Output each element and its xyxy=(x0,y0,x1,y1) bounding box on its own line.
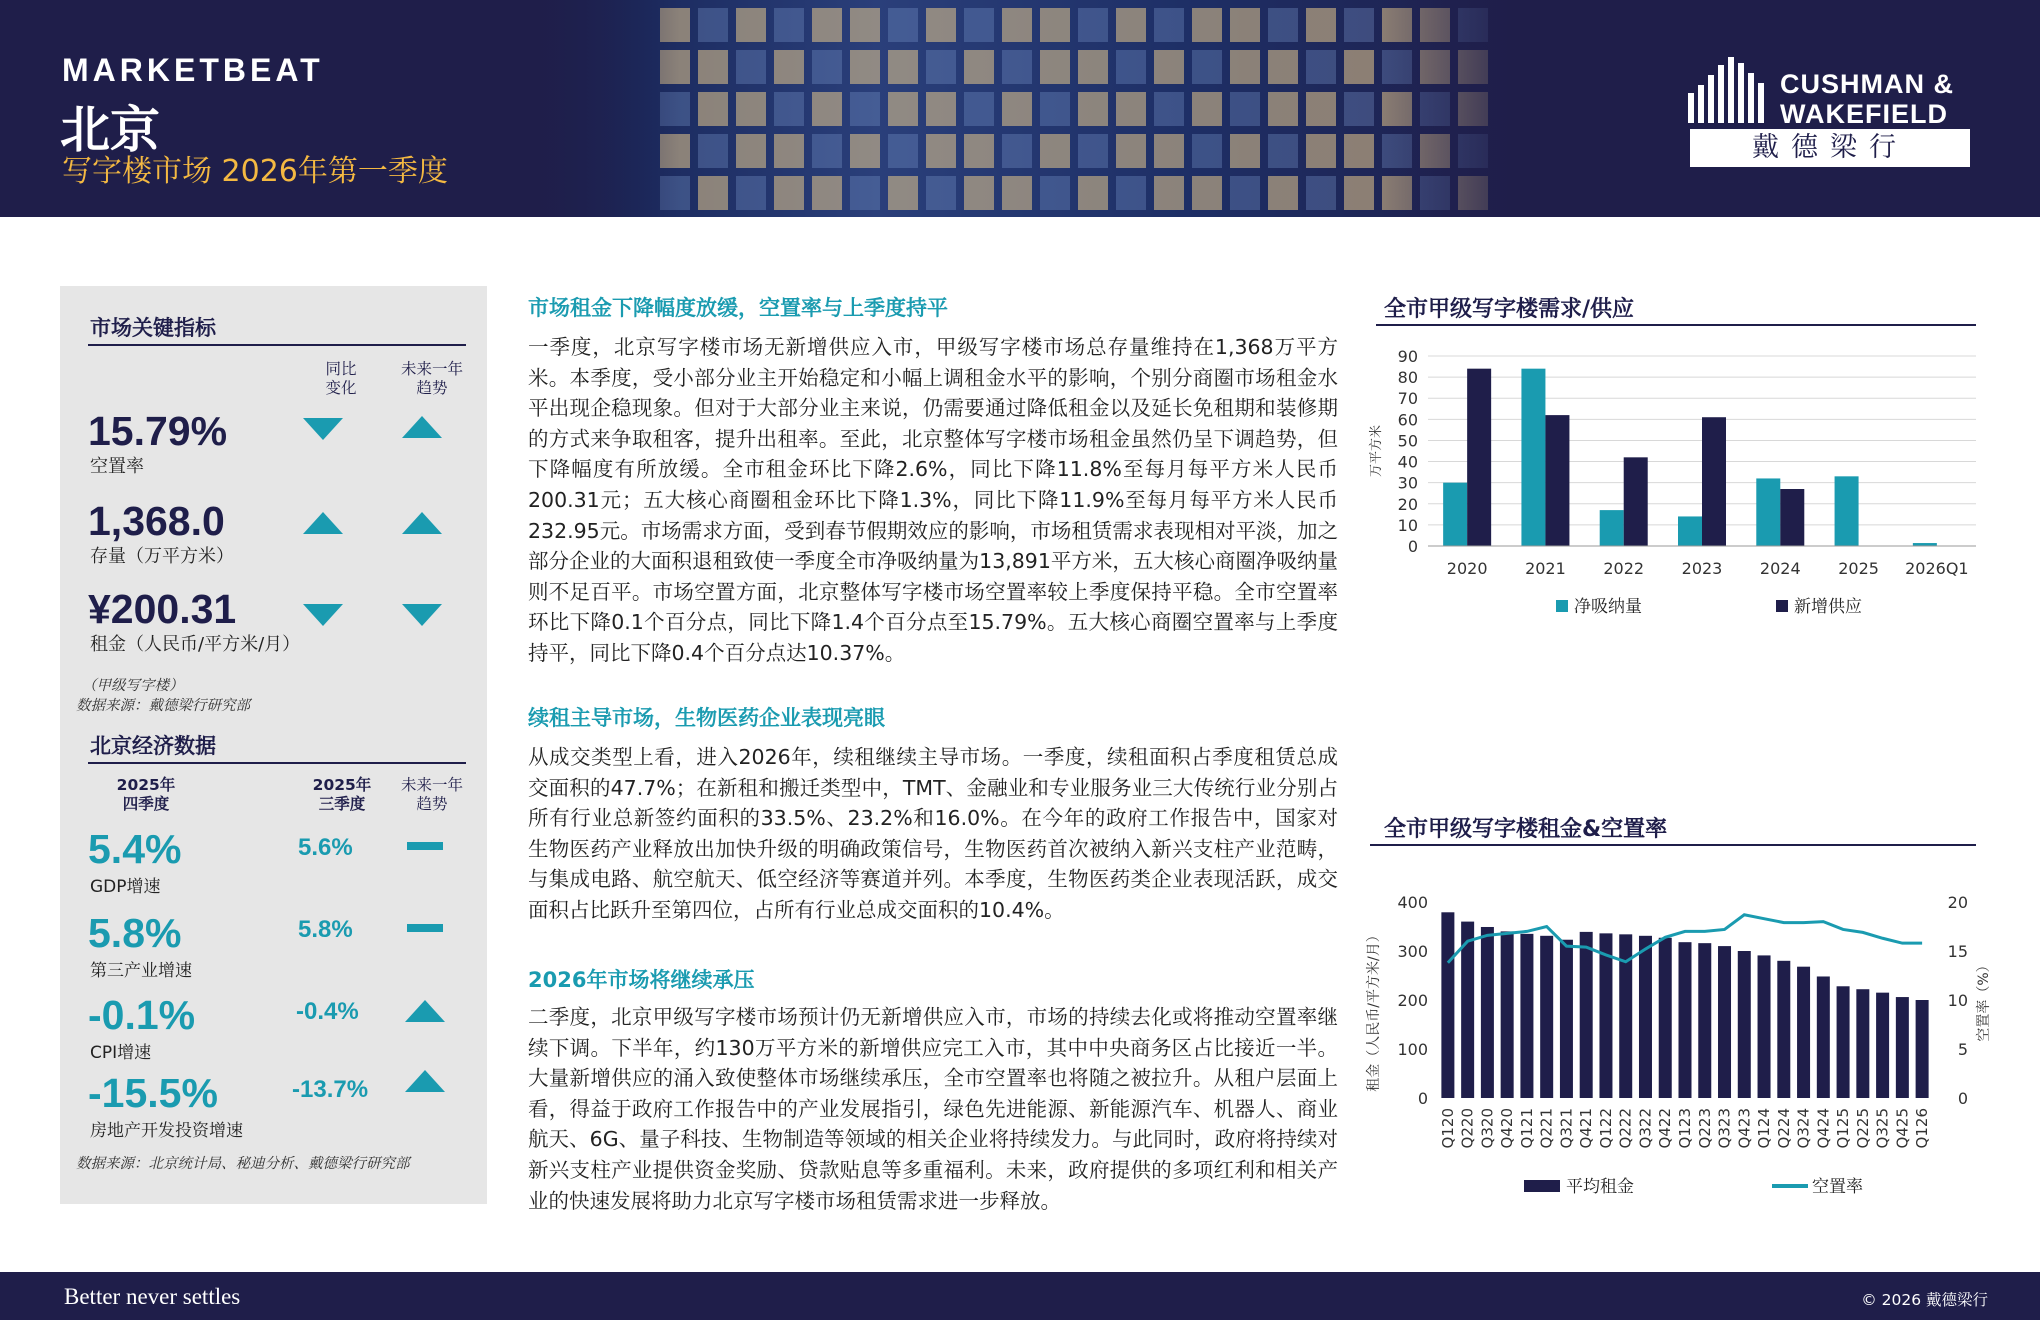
legend-label: 平均租金 xyxy=(1566,1177,1634,1197)
col-trend: 未来一年 趋势 xyxy=(400,360,463,397)
x-tick-label: Q321 xyxy=(1557,1108,1576,1149)
indicators-note: （甲级写字楼） xyxy=(82,678,184,694)
paragraph-2: 从成交类型上看，进入2026年，续租继续主导市场。一季度，续租面积占季度租赁总成交面积的47.7%；在新租和搬迁类型中，TMT、金融业和专业服务业三大传统行业分别占所有行业总新签约面积的33.5%、23.2%和16.0%。在今年的政府工作报告中，国家对生物医药产业释放出加快升级的明确政策信号，生物医药首次被纳入新兴支柱产业范畴，与集成电路、航空航天、低空经济等赛道并列。本季度，生物医药类企业表现活跃，成交面积占比跃升至第四位，占所有行业总成交面积的10.4%。 xyxy=(528,745,1338,922)
x-tick-label: 2022 xyxy=(1603,559,1645,578)
x-tick-label: 2025 xyxy=(1838,559,1879,578)
section-heading-1: 市场租金下降幅度放缓，空置率与上季度持平 xyxy=(528,296,948,320)
vacancy-value: 15.79% xyxy=(88,408,228,454)
company-logo xyxy=(1688,55,1972,165)
arrow-up-icon xyxy=(402,512,442,534)
x-tick-label: 2021 xyxy=(1525,559,1566,578)
gdp-value: 5.4% xyxy=(88,826,182,872)
x-tick-label: Q324 xyxy=(1794,1108,1813,1149)
x-tick-label: 2020 xyxy=(1446,559,1488,578)
x-tick-label: Q325 xyxy=(1873,1108,1892,1149)
x-tick-label: Q222 xyxy=(1616,1108,1635,1149)
x-tick-label: Q220 xyxy=(1458,1108,1477,1149)
y-tick-label: 200 xyxy=(1397,991,1428,1010)
bar-avg-rent xyxy=(1659,938,1672,1098)
bar-avg-rent xyxy=(1501,931,1514,1098)
col-q3: 2025年 三季度 xyxy=(312,776,372,813)
footer-copyright: © 2026 戴德梁行 xyxy=(1861,1291,1988,1309)
y-right-tick-label: 15 xyxy=(1947,942,1968,961)
stock-value: 1,368.0 xyxy=(88,498,225,544)
vacancy-label: 空置率 xyxy=(90,456,144,477)
x-tick-label: Q126 xyxy=(1913,1108,1932,1149)
bar-avg-rent xyxy=(1560,940,1573,1098)
x-tick-label: Q421 xyxy=(1577,1108,1596,1149)
arrow-up-icon xyxy=(405,1000,445,1022)
tertiary-label: 第三产业增速 xyxy=(90,961,192,981)
y-right-tick-label: 10 xyxy=(1947,991,1968,1010)
flat-trend-icon xyxy=(407,842,443,850)
y-tick-label: 0 xyxy=(1407,537,1418,556)
flat-trend-icon xyxy=(407,924,443,932)
x-tick-label: Q120 xyxy=(1438,1108,1457,1149)
y-right-axis-label: 空置率（%） xyxy=(1976,958,1992,1042)
realestate-value: -15.5% xyxy=(88,1070,218,1116)
x-tick-label: Q123 xyxy=(1676,1108,1694,1149)
x-tick-label: Q422 xyxy=(1656,1108,1675,1149)
col-trend: 未来一年 趋势 xyxy=(400,776,463,813)
y-tick-label: 100 xyxy=(1397,1040,1428,1059)
bar-avg-rent xyxy=(1896,997,1909,1098)
x-tick-label: Q423 xyxy=(1735,1108,1754,1149)
y-tick-label: 50 xyxy=(1397,431,1418,451)
economy-title: 北京经济数据 xyxy=(90,734,216,758)
legend-swatch xyxy=(1776,600,1788,612)
legend-swatch xyxy=(1556,600,1568,612)
header-banner xyxy=(0,0,2040,217)
bar-net-absorption xyxy=(1443,483,1467,546)
paragraph-3: 二季度，北京甲级写字楼市场预计仍无新增供应入市，市场的持续去化或将推动空置率继续下调。下半年，约130万平方米的新增供应完工入市，其中中央商务区占比接近一半。大量新增供应的涌入致使整体市场继续承压，全市空置率也将随之被拉升。从租户层面上看，得益于政府工作报告中的产业发展指引，绿色先进能源、新能源汽车、机器人、商业航天、6G、量子科技、生物制造等领域的相关企业将持续发力。与此同时，政府将持续对新兴支柱产业提供资金奖励、贷款贴息等多重福利。未来，政府提供的多项红利和相关产业的快速发展将助力北京写字楼市场租赁需求进一步释放。 xyxy=(528,1005,1338,1213)
arrow-up-icon xyxy=(303,512,343,534)
bar-avg-rent xyxy=(1441,912,1454,1098)
tertiary-value: 5.8% xyxy=(88,910,182,956)
x-tick-label: Q122 xyxy=(1596,1108,1615,1149)
bar-avg-rent xyxy=(1916,1000,1929,1098)
rent-value: ¥200.31 xyxy=(88,586,237,632)
tertiary-prev: 5.8% xyxy=(298,916,353,943)
paragraph-1: 一季度，北京写字楼市场无新增供应入市，甲级写字楼市场总存量维持在1,368万平方米。本季度，受小部分业主开始稳定和小幅上调租金水平的影响，个别分商圈市场租金水平出现企稳现象。但对于大部分业主来说，仍需要通过降低租金以及延长免租期和装修期的方式来争取租客，提升出租率。至此，北京整体写字楼市场租金虽然仍呈下调趋势，但下降幅度有所放缓。全市租金环比下降2.6%，同比下降11.8%至每月每平方米人民币200.31元；五大核心商圈租金环比下降1.3%，同比下降11.9%至每月每平方米人民币232.95元。市场需求方面，受到春节假期效应的影响，市场租赁需求表现相对平淡，加之部分企业的大面积退租致使一季度全市净吸纳量为13,891平方米，五大核心商圈净吸纳量则不足百平。市场空置方面，北京整体写字楼市场空置率较上季度保持平稳。全市空置率环比下降0.1个百分点，同比下降1.4个百分点至15.79%。五大核心商圈空置率与上季度持平，同比下降0.4个百分点达10.37%。 xyxy=(528,335,1338,665)
bar-new-supply xyxy=(1780,489,1804,546)
bar-net-absorption xyxy=(1756,478,1780,546)
gdp-prev: 5.6% xyxy=(298,834,353,861)
arrow-down-icon xyxy=(303,418,343,440)
realestate-prev: -13.7% xyxy=(292,1076,369,1103)
y-axis-label: 万平方米 xyxy=(1369,424,1384,478)
y-tick-label: 80 xyxy=(1397,368,1418,388)
footer-bar xyxy=(0,1272,2040,1320)
x-tick-label: Q125 xyxy=(1834,1108,1853,1149)
arrow-up-icon xyxy=(402,416,442,438)
bar-avg-rent xyxy=(1520,934,1533,1098)
logo-chinese: 戴德梁行 xyxy=(1690,129,1970,167)
cpi-prev: -0.4% xyxy=(296,998,359,1025)
bar-avg-rent xyxy=(1777,961,1790,1098)
footer-slogan: Better never settles xyxy=(64,1284,241,1309)
x-tick-label: Q121 xyxy=(1517,1108,1536,1149)
arrow-up-icon xyxy=(405,1070,445,1092)
y-right-tick-label: 20 xyxy=(1947,893,1968,912)
bar-new-supply xyxy=(1624,457,1648,546)
x-tick-label: 2026Q1 xyxy=(1905,559,1969,578)
y-tick-label: 20 xyxy=(1397,494,1418,514)
bar-avg-rent xyxy=(1856,989,1869,1098)
brand-title: MARKETBEAT xyxy=(62,52,324,88)
logo-line2: WAKEFIELD xyxy=(1780,99,1948,129)
bar-avg-rent xyxy=(1679,942,1692,1098)
bar-avg-rent xyxy=(1837,986,1850,1098)
key-indicators-panel xyxy=(60,286,487,1204)
gdp-label: GDP增速 xyxy=(90,877,161,897)
legend-swatch xyxy=(1524,1180,1560,1192)
economy-source: 数据来源：北京统计局、秘迪分析、戴德梁行研究部 xyxy=(76,1156,410,1172)
city-title: 北京 xyxy=(60,101,160,159)
realestate-label: 房地产开发投资增速 xyxy=(90,1121,243,1141)
bar-avg-rent xyxy=(1817,976,1830,1098)
x-tick-label: 2024 xyxy=(1759,559,1801,578)
y-right-tick-label: 0 xyxy=(1957,1089,1968,1108)
bar-avg-rent xyxy=(1797,967,1810,1098)
bar-avg-rent xyxy=(1639,936,1652,1098)
bar-avg-rent xyxy=(1876,993,1889,1098)
logo-line1: CUSHMAN & xyxy=(1780,69,1954,99)
indicators-source: 数据来源：戴德梁行研究部 xyxy=(76,698,250,714)
y-right-tick-label: 5 xyxy=(1957,1040,1968,1059)
chart2-title: 全市甲级写字楼租金&空置率 xyxy=(1384,817,1668,842)
bar-avg-rent xyxy=(1718,946,1731,1098)
bar-net-absorption xyxy=(1600,510,1624,546)
x-tick-label: 2023 xyxy=(1681,559,1723,578)
y-tick-label: 300 xyxy=(1397,942,1428,961)
report-subtitle: 写字楼市场 2026年第一季度 xyxy=(62,154,448,189)
bar-avg-rent xyxy=(1580,932,1593,1098)
y-tick-label: 30 xyxy=(1397,473,1418,493)
y-tick-label: 10 xyxy=(1397,515,1418,535)
x-tick-label: Q420 xyxy=(1498,1108,1517,1149)
cpi-value: -0.1% xyxy=(88,992,196,1038)
legend-label: 空置率 xyxy=(1812,1177,1863,1197)
bar-avg-rent xyxy=(1481,927,1494,1098)
y-tick-label: 0 xyxy=(1417,1089,1428,1108)
x-tick-label: Q322 xyxy=(1636,1108,1655,1149)
stock-label: 存量（万平方米） xyxy=(90,546,234,567)
rent-label: 租金（人民币/平方米/月） xyxy=(90,634,301,655)
x-tick-label: Q221 xyxy=(1537,1108,1556,1149)
supply-demand-chart xyxy=(1366,336,1986,656)
section-heading-2: 续租主导市场，生物医药企业表现亮眼 xyxy=(528,706,885,730)
bar-avg-rent xyxy=(1698,943,1711,1098)
y-tick-label: 40 xyxy=(1397,452,1418,472)
section-heading-3: 2026年市场将继续承压 xyxy=(528,968,755,992)
cpi-label: CPI增速 xyxy=(90,1043,152,1063)
y-tick-label: 70 xyxy=(1397,389,1418,409)
y-tick-label: 400 xyxy=(1397,893,1428,912)
legend-label: 新增供应 xyxy=(1794,597,1862,617)
bar-new-supply xyxy=(1467,369,1491,546)
x-tick-label: Q124 xyxy=(1755,1108,1774,1149)
bar-avg-rent xyxy=(1738,951,1751,1098)
y-axis-label: 租金（人民币/平方米/月） xyxy=(1366,928,1382,1092)
indicators-title: 市场关键指标 xyxy=(90,316,216,340)
y-tick-label: 90 xyxy=(1397,347,1418,366)
col-yoy: 同比 变化 xyxy=(325,360,357,397)
x-tick-label: Q425 xyxy=(1893,1108,1912,1149)
arrow-down-icon xyxy=(303,604,343,626)
x-tick-label: Q323 xyxy=(1715,1108,1734,1149)
legend-label: 净吸纳量 xyxy=(1574,597,1642,617)
bar-net-absorption xyxy=(1521,369,1545,546)
x-tick-label: Q424 xyxy=(1814,1108,1833,1149)
bar-avg-rent xyxy=(1540,936,1553,1098)
building-logo-icon xyxy=(1688,57,1772,123)
col-q4: 2025年 四季度 xyxy=(116,776,176,813)
chart1-title: 全市甲级写字楼需求/供应 xyxy=(1384,297,1635,322)
x-tick-label: Q225 xyxy=(1853,1108,1872,1149)
x-tick-label: Q223 xyxy=(1695,1108,1714,1149)
bar-new-supply xyxy=(1545,415,1569,546)
bar-new-supply xyxy=(1702,417,1726,546)
arrow-down-icon xyxy=(402,604,442,626)
rent-vacancy-chart xyxy=(1356,860,1996,1220)
bar-net-absorption xyxy=(1835,476,1859,546)
y-tick-label: 60 xyxy=(1397,410,1418,430)
x-tick-label: Q224 xyxy=(1774,1108,1793,1149)
bar-avg-rent xyxy=(1758,955,1771,1098)
x-tick-label: Q320 xyxy=(1478,1108,1497,1149)
bar-net-absorption xyxy=(1678,516,1702,546)
